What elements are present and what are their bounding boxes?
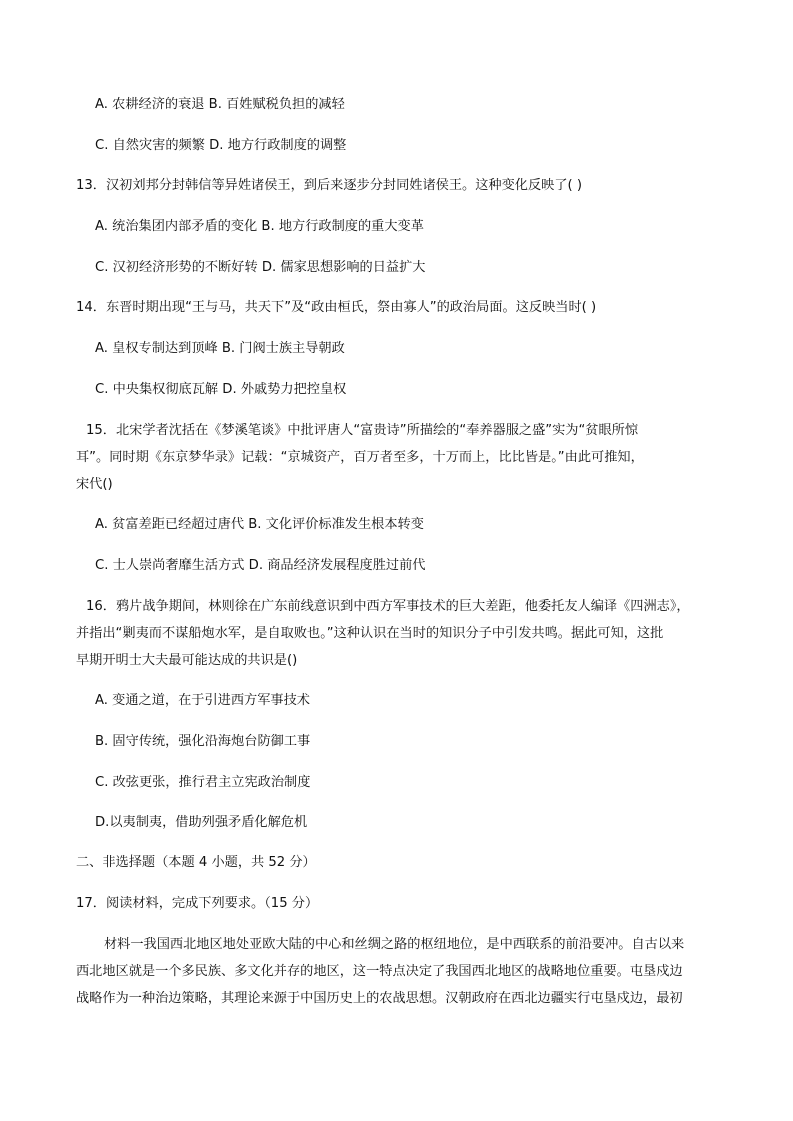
q17-material-line3: 战略作为一种治边策略，其理论来源于中国历史上的农战思想。汉朝政府在西北边疆实行屯垦戍边，最初: [76, 991, 683, 1006]
q15-options-ab: A. 贫富差距已经超过唐代 B. 文化评价标准发生根本转变: [95, 517, 424, 532]
q15-stem-line2: 耳”。同时期《东京梦华录》记载：“京城资产，百万者至多，十万而上，比比皆是。”由此可推知，: [76, 450, 644, 465]
q16-option-c: C. 改弦更张，推行君主立宪政治制度: [95, 775, 311, 790]
q14-stem: 14．东晋时期出现“王与马，共天下”及“政由桓氏，祭由寡人”的政治局面。这反映当时( ): [76, 300, 597, 315]
q13-options-cd: C. 汉初经济形势的不断好转 D. 儒家思想影响的日益扩大: [95, 260, 426, 275]
q16-option-a: A. 变通之道，在于引进西方军事技术: [95, 693, 310, 708]
q16-option-d: D.以夷制夷，借助列强矛盾化解危机: [95, 815, 308, 830]
q14-options-ab: A. 皇权专制达到顶峰 B. 门阀士族主导朝政: [95, 341, 345, 356]
q12-options-ab: A. 农耕经济的衰退 B. 百姓赋税负担的减轻: [95, 97, 345, 112]
q16-stem-line2: 并指出“剿夷而不谋船炮水军，是自取败也。”这种认识在当时的知识分子中引发共鸣。据此可知，这批: [76, 626, 664, 641]
q14-options-cd: C. 中央集权彻底瓦解 D. 外戚势力把控皇权: [95, 382, 347, 397]
q16-option-b: B. 固守传统，强化沿海炮台防御工事: [95, 734, 311, 749]
q15-stem-line1: 15．北宋学者沈括在《梦溪笔谈》中批评唐人“富贵诗”所描绘的“奉养器服之盛”实为“贫眼所惊: [86, 423, 639, 438]
section-heading: 二、非选择题（本题 4 小题，共 52 分）: [76, 855, 316, 870]
q16-stem-line1: 16．鸦片战争期间，林则徐在广东前线意识到中西方军事技术的巨大差距，他委托友人编译《四洲志》，: [86, 599, 690, 614]
q13-stem: 13．汉初刘邦分封韩信等异姓诸侯王，到后来逐步分封同姓诸侯王。这种变化反映了( ): [76, 178, 583, 193]
q15-options-cd: C. 士人崇尚奢靡生活方式 D. 商品经济发展程度胜过前代: [95, 558, 426, 573]
q17-material-line1: 材料一我国西北地区地处亚欧大陆的中心和丝绸之路的枢纽地位，是中西联系的前沿要冲。自古以来: [104, 937, 685, 952]
q17-stem: 17．阅读材料，完成下列要求。（15 分）: [76, 896, 319, 911]
q15-stem-line3: 宋代(): [76, 477, 113, 492]
q16-stem-line3: 早期开明士大夫最可能达成的共识是(): [76, 653, 298, 668]
q17-material-line2: 西北地区就是一个多民族、多文化并存的地区，这一特点决定了我国西北地区的战略地位重要。屯垦戍边: [76, 964, 683, 979]
q12-options-cd: C. 自然灾害的频繁 D. 地方行政制度的调整: [95, 138, 347, 153]
q13-options-ab: A. 统治集团内部矛盾的变化 B. 地方行政制度的重大变革: [95, 219, 424, 234]
